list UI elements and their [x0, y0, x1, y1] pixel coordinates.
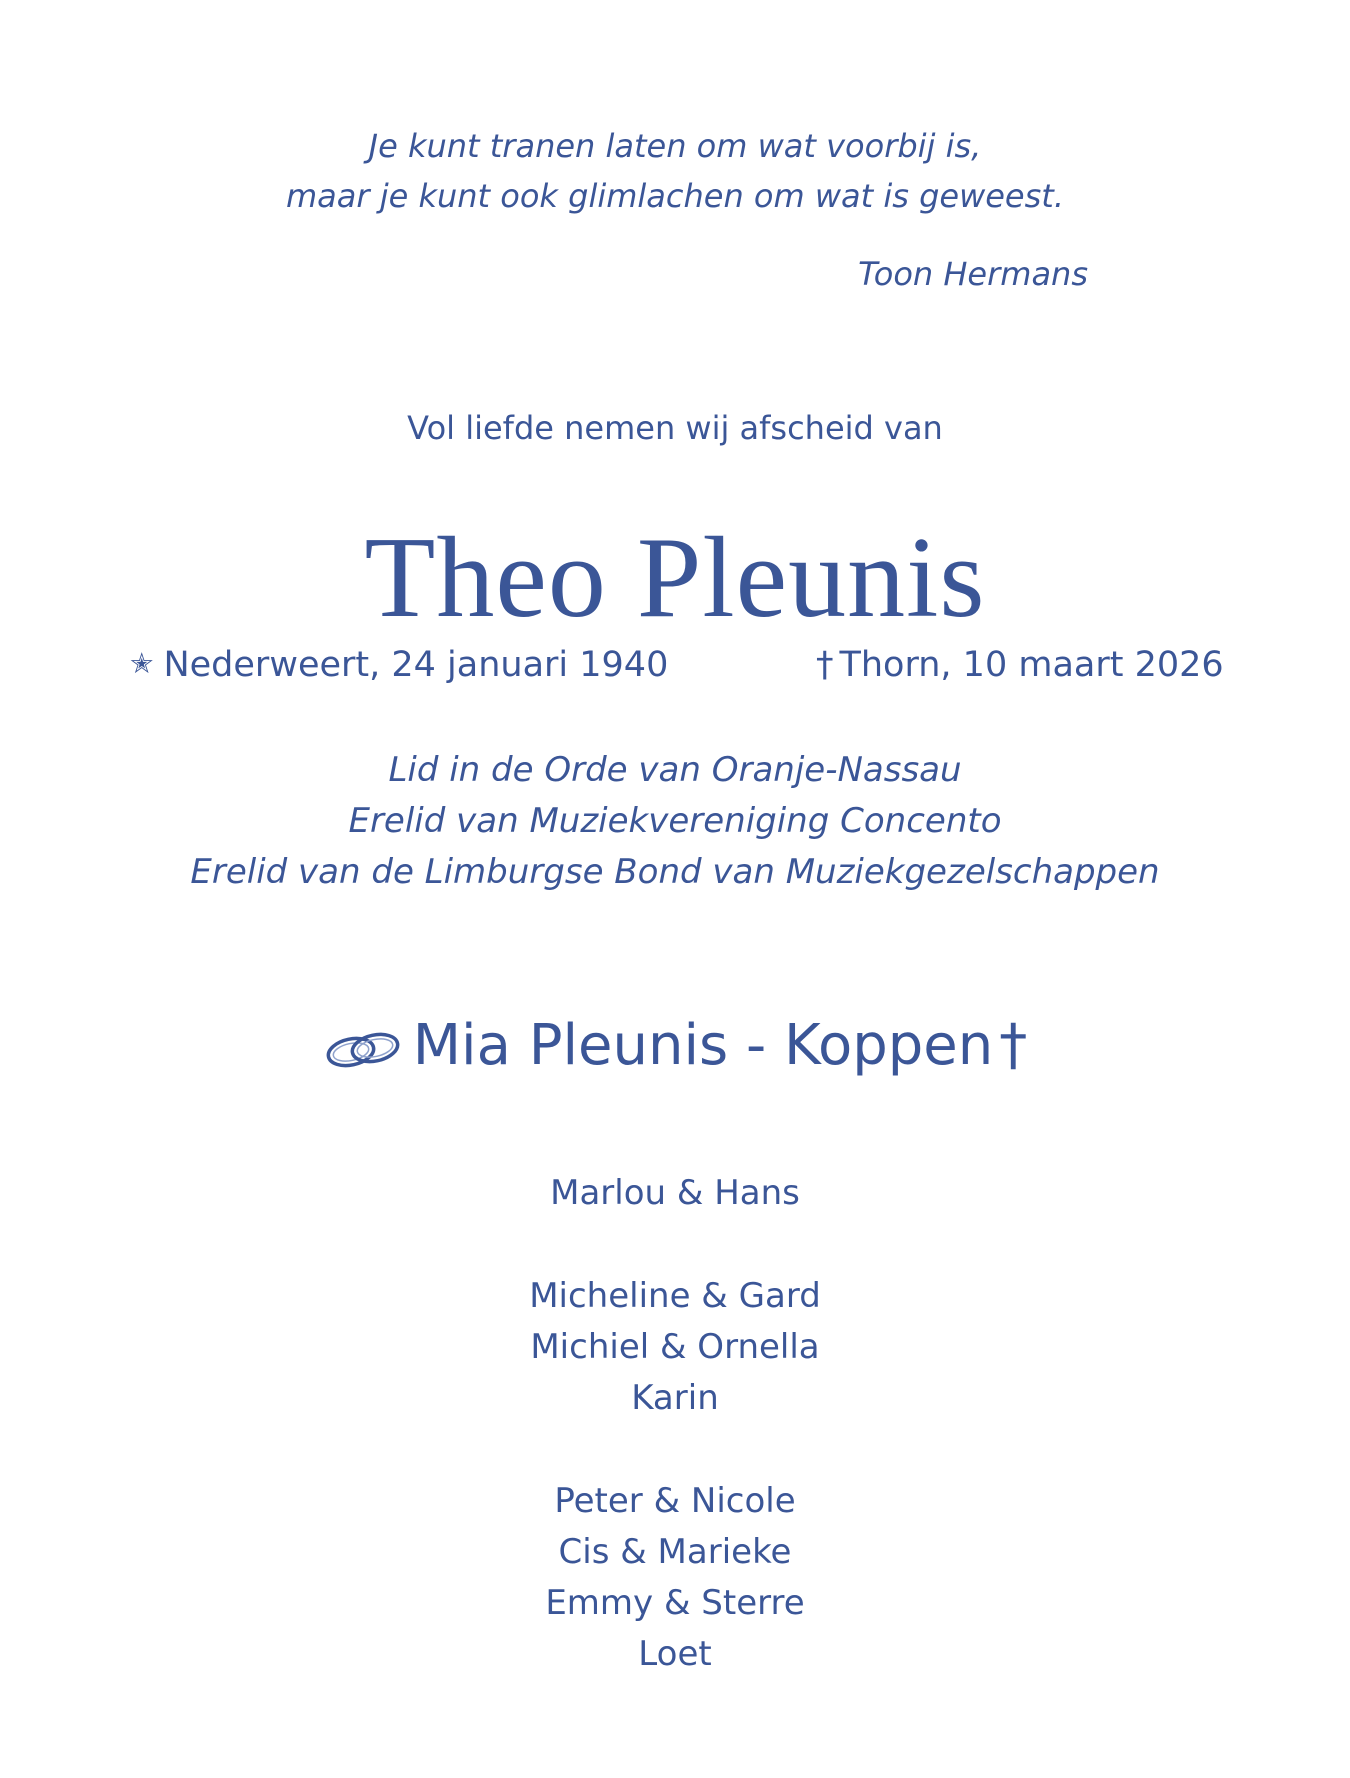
partner-name: Mia Pleunis - Koppen [412, 1013, 994, 1078]
family-member: Loet [638, 1634, 712, 1674]
family-member: Michiel & Ornella [530, 1327, 820, 1367]
death-date [816, 645, 1224, 685]
deceased-name: Theo Pleunis [364, 514, 986, 642]
star-icon: ✭ [130, 647, 154, 680]
intro-text: Vol liefde nemen wij afscheid van [407, 409, 943, 447]
partner-line [0, 1013, 1350, 1078]
family-member: Cis & Marieke [558, 1532, 792, 1572]
quote-line-2: maar je kunt ook glimlachen om wat is geweest. [285, 177, 1064, 215]
cross-icon: † [999, 1013, 1028, 1078]
family-member: Peter & Nicole [554, 1481, 796, 1521]
family-member: Marlou & Hans [550, 1173, 800, 1213]
family-member: Emmy & Sterre [545, 1583, 805, 1623]
birth-date [130, 645, 669, 685]
family-member: Micheline & Gard [529, 1276, 821, 1316]
honor-line-2: Erelid van Muziekvereniging Concento [348, 801, 1002, 841]
death-text: Thorn, 10 maart 2026 [839, 645, 1224, 685]
quote-line-1: Je kunt tranen laten om wat voorbij is, [368, 127, 982, 165]
quote-author: Toon Hermans [858, 255, 1088, 293]
wedding-rings-icon [323, 1013, 413, 1078]
honor-line-1: Lid in de Orde van Oranje-Nassau [388, 750, 962, 790]
birth-text: Nederweert, 24 januari 1940 [163, 645, 669, 685]
cross-icon: † [816, 645, 834, 685]
family-member: Karin [631, 1378, 719, 1418]
honor-line-3: Erelid van de Limburgse Bond van Muziekgezelschappen [190, 852, 1160, 892]
